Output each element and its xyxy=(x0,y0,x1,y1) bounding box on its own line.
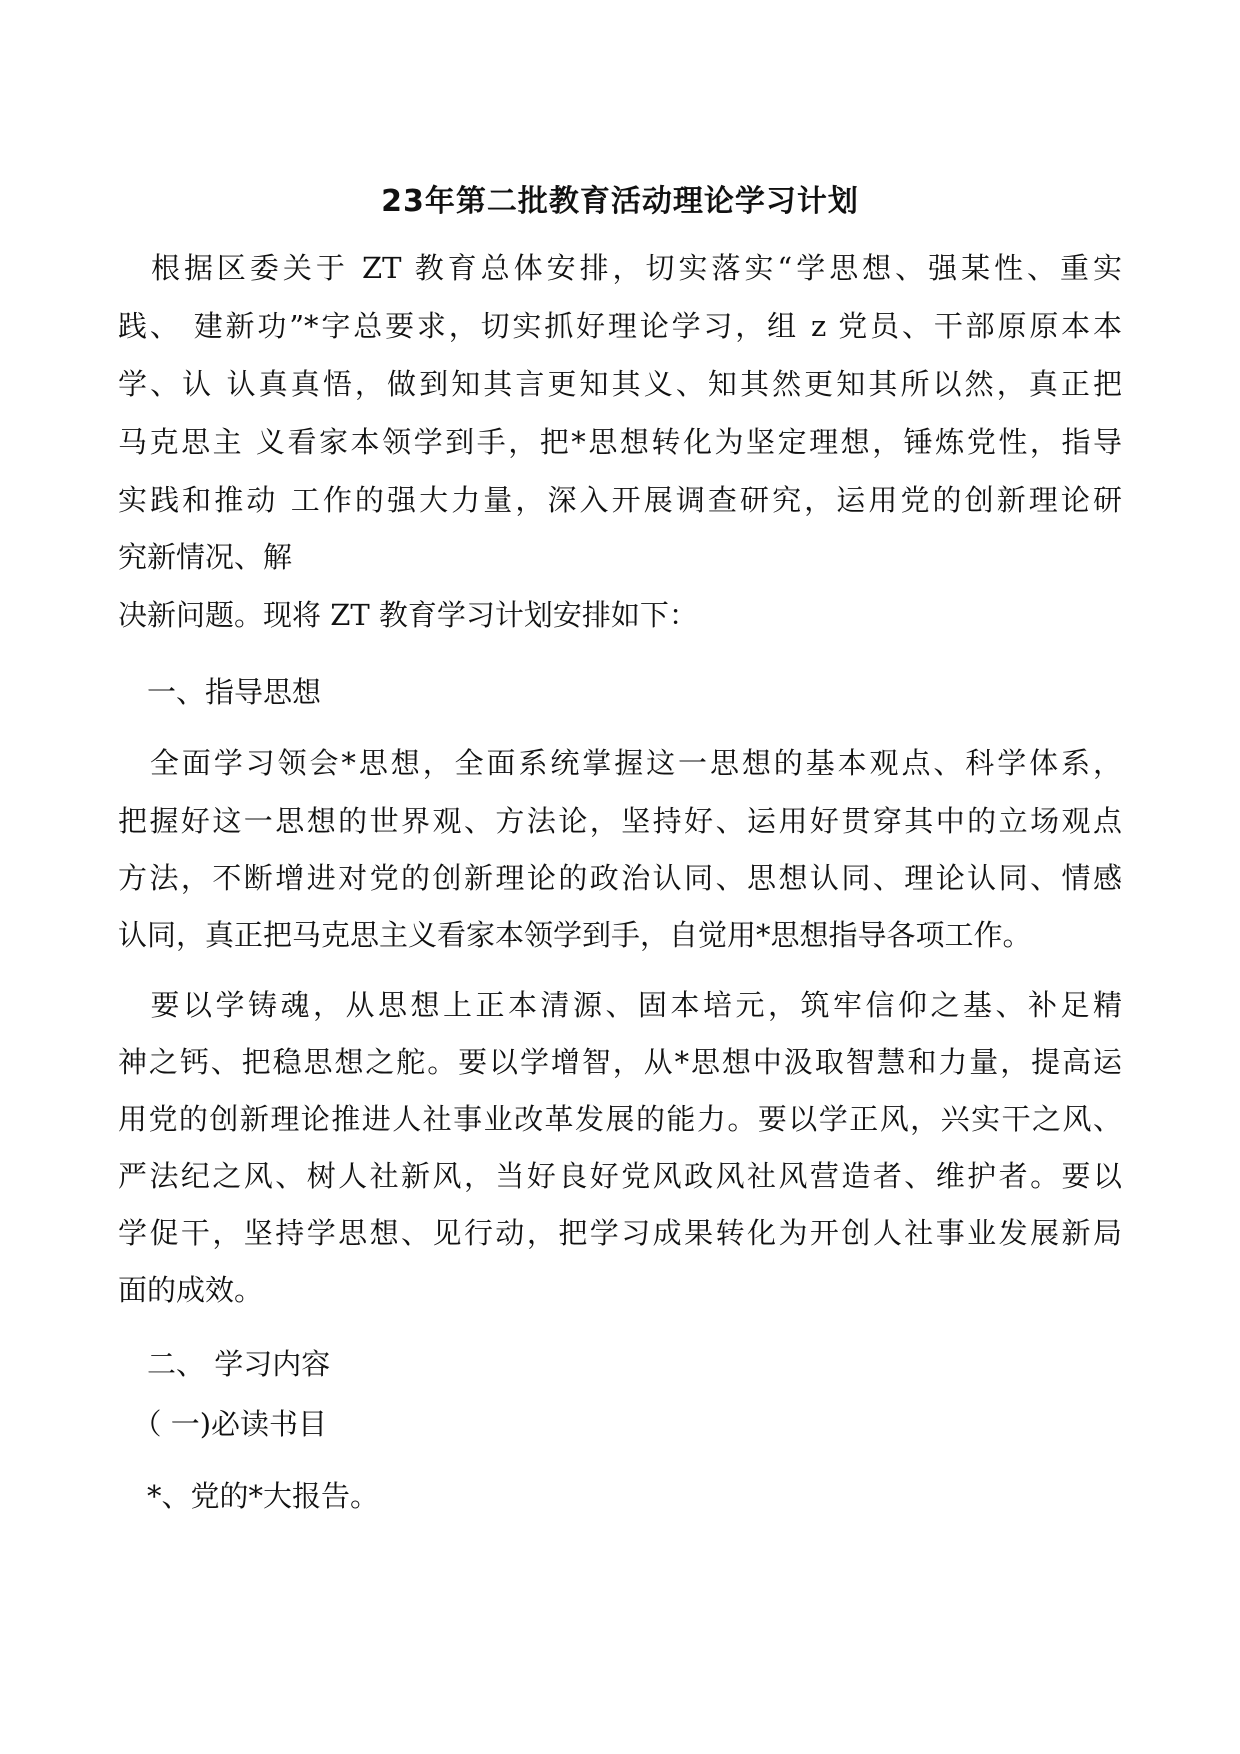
paragraph-line: 全面学习领会*思想，全面系统掌握这一思想的基本观点、科学体系， xyxy=(118,746,1122,780)
paragraph-line: 方法，不断增进对党的创新理论的政治认同、思想认同、理论认同、情感 xyxy=(118,861,1122,895)
paragraph-line: 严法纪之风、树人社新风，当好良好党风政风社风营造者、维护者。要以 xyxy=(118,1159,1122,1193)
paragraph-line: 面的成效。 xyxy=(118,1273,264,1307)
list-item: *、党的*大报告。 xyxy=(118,1479,380,1513)
paragraph-line: 用党的创新理论推进人社事业改革发展的能力。要以学正风，兴实干之风、 xyxy=(118,1102,1122,1136)
paragraph-line: 根据区委关于 ZT 教育总体安排，切实落实“学思想、强某性、重实 xyxy=(118,251,1122,285)
section-heading: 二、 学习内容 xyxy=(118,1347,331,1381)
paragraph-line: 认同，真正把马克思主义看家本领学到手，自觉用*思想指导各项工作。 xyxy=(118,918,1032,952)
paragraph-line: 要以学铸魂，从思想上正本清源、固本培元，筑牢信仰之基、补足精 xyxy=(118,988,1122,1022)
paragraph-line: 实践和推动 工作的强大力量，深入开展调查研究，运用党的创新理论研 xyxy=(118,483,1122,517)
paragraph-line: 学促干，坚持学思想、见行动，把学习成果转化为开创人社事业发展新局 xyxy=(118,1216,1122,1250)
paragraph-line: 学、认 认真真悟，做到知其言更知其义、知其然更知其所以然，真正把 xyxy=(118,367,1122,401)
section-heading: 一、指导思想 xyxy=(118,675,322,709)
paragraph-line: 把握好这一思想的世界观、方法论，坚持好、运用好贯穿其中的立场观点 xyxy=(118,804,1122,838)
paragraph-line: 践、 建新功”*字总要求，切实抓好理论学习，组 z 党员、干部原原本本 xyxy=(118,309,1122,343)
paragraph-line: 决新问题。现将 ZT 教育学习计划安排如下： xyxy=(118,598,698,632)
page-title: 23年第二批教育活动理论学习计划 xyxy=(381,184,859,219)
paragraph-line: 神之钙、把稳思想之舵。要以学增智，从*思想中汲取智慧和力量，提高运 xyxy=(118,1045,1122,1079)
subsection-heading: （ 一)必读书目 xyxy=(118,1407,328,1441)
paragraph-line: 马克思主 义看家本领学到手，把*思想转化为坚定理想，锤炼党性，指导 xyxy=(118,425,1122,459)
paragraph-line: 究新情况、解 xyxy=(118,540,293,574)
